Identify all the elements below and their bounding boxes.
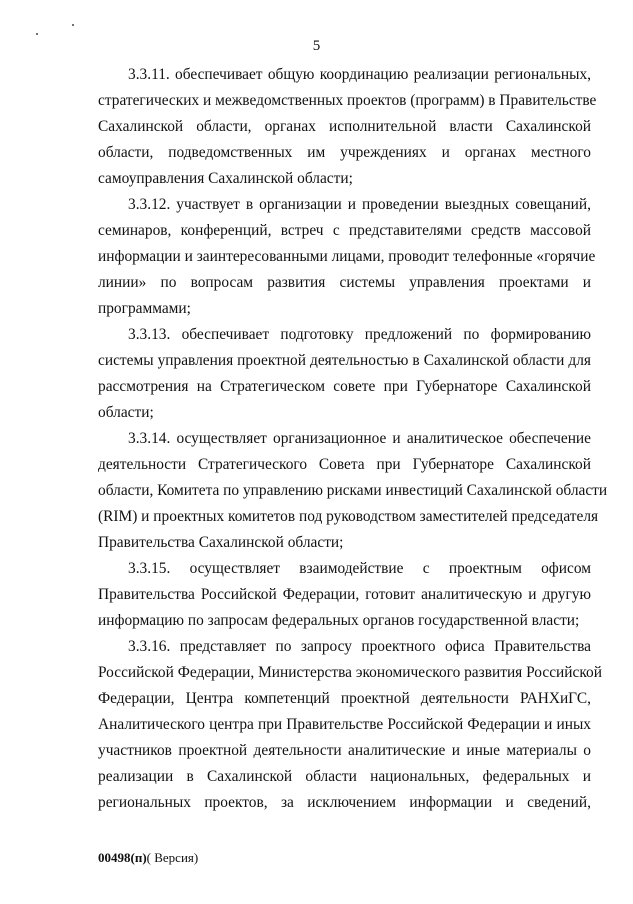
document-body [98,62,608,816]
text-line: Аналитического центра при Правительстве Российской Федерации и иных [98,716,591,733]
text-line: 3.3.15. осуществляет взаимодействие с проектным офисом [128,560,591,577]
document-footer [98,850,198,866]
text-line: стратегических и межведомственных проектов (программ) в Правительстве [98,92,597,109]
document-code: 00498(п) [98,850,147,865]
paragraph-3-3-15 [98,556,591,634]
text-line: Правительства Российской Федерации, готовит аналитическую и другую [98,586,591,603]
paragraph-3-3-11 [98,62,597,192]
text-line: программами; [98,300,191,317]
text-line: системы управления проектной деятельностью в Сахалинской области для [98,352,591,369]
paragraph-3-3-12 [98,192,596,322]
text-line: информации и заинтересованными лицами, проводит телефонные «горячие [98,248,596,265]
text-line: 3.3.11. обеспечивает общую координацию реализации региональных, [128,66,591,83]
text-line: линии» по вопросам развития системы управления проектами и [98,274,591,291]
text-line: 3.3.14. осуществляет организационное и аналитическое обеспечение [128,430,591,447]
text-line: Сахалинской области, органах исполнительной власти Сахалинской [98,118,591,135]
text-line: участников проектной деятельности аналитические и иные материалы о [98,742,591,759]
paragraph-3-3-14 [98,426,608,556]
text-line: области, подведомственных им учреждениях и органах местного [98,144,591,161]
text-line: реализации в Сахалинской области национальных, федеральных и [98,768,591,785]
text-line: рассмотрения на Стратегическом совете при Губернаторе Сахалинской [98,378,591,395]
paragraph-3-3-13 [98,322,591,426]
text-line: Российской Федерации, Министерства экономического развития Российской [98,664,602,681]
text-line: 3.3.13. обеспечивает подготовку предложений по формированию [128,326,591,343]
document-version: ( Версия) [146,850,199,865]
text-line: (RIM) и проектных комитетов под руководством заместителей председателя [98,508,599,525]
paragraph-3-3-16 [98,634,602,816]
text-line: 3.3.16. представляет по запросу проектного офиса Правительства [128,638,591,655]
scan-speck [36,33,38,35]
text-line: 3.3.12. участвует в организации и проведении выездных совещаний, [128,196,591,213]
text-line: информацию по запросам федеральных органов государственной власти; [98,612,580,629]
text-line: области, Комитета по управлению рисками инвестиций Сахалинской области [98,482,608,499]
text-line: Федерации, Центра компетенций проектной деятельности РАНХиГС, [98,690,591,707]
page-number: 5 [312,38,321,54]
text-line: деятельности Стратегического Совета при Губернаторе Сахалинской [98,456,591,473]
text-line: семинаров, конференций, встреч с представителями средств массовой [98,222,591,239]
text-line: Правительства Сахалинской области; [98,534,344,551]
text-line: области; [98,404,154,421]
text-line: региональных проектов, за исключением информации и сведений, [98,794,591,811]
text-line: самоуправления Сахалинской области; [98,170,353,187]
scan-speck [72,24,74,26]
